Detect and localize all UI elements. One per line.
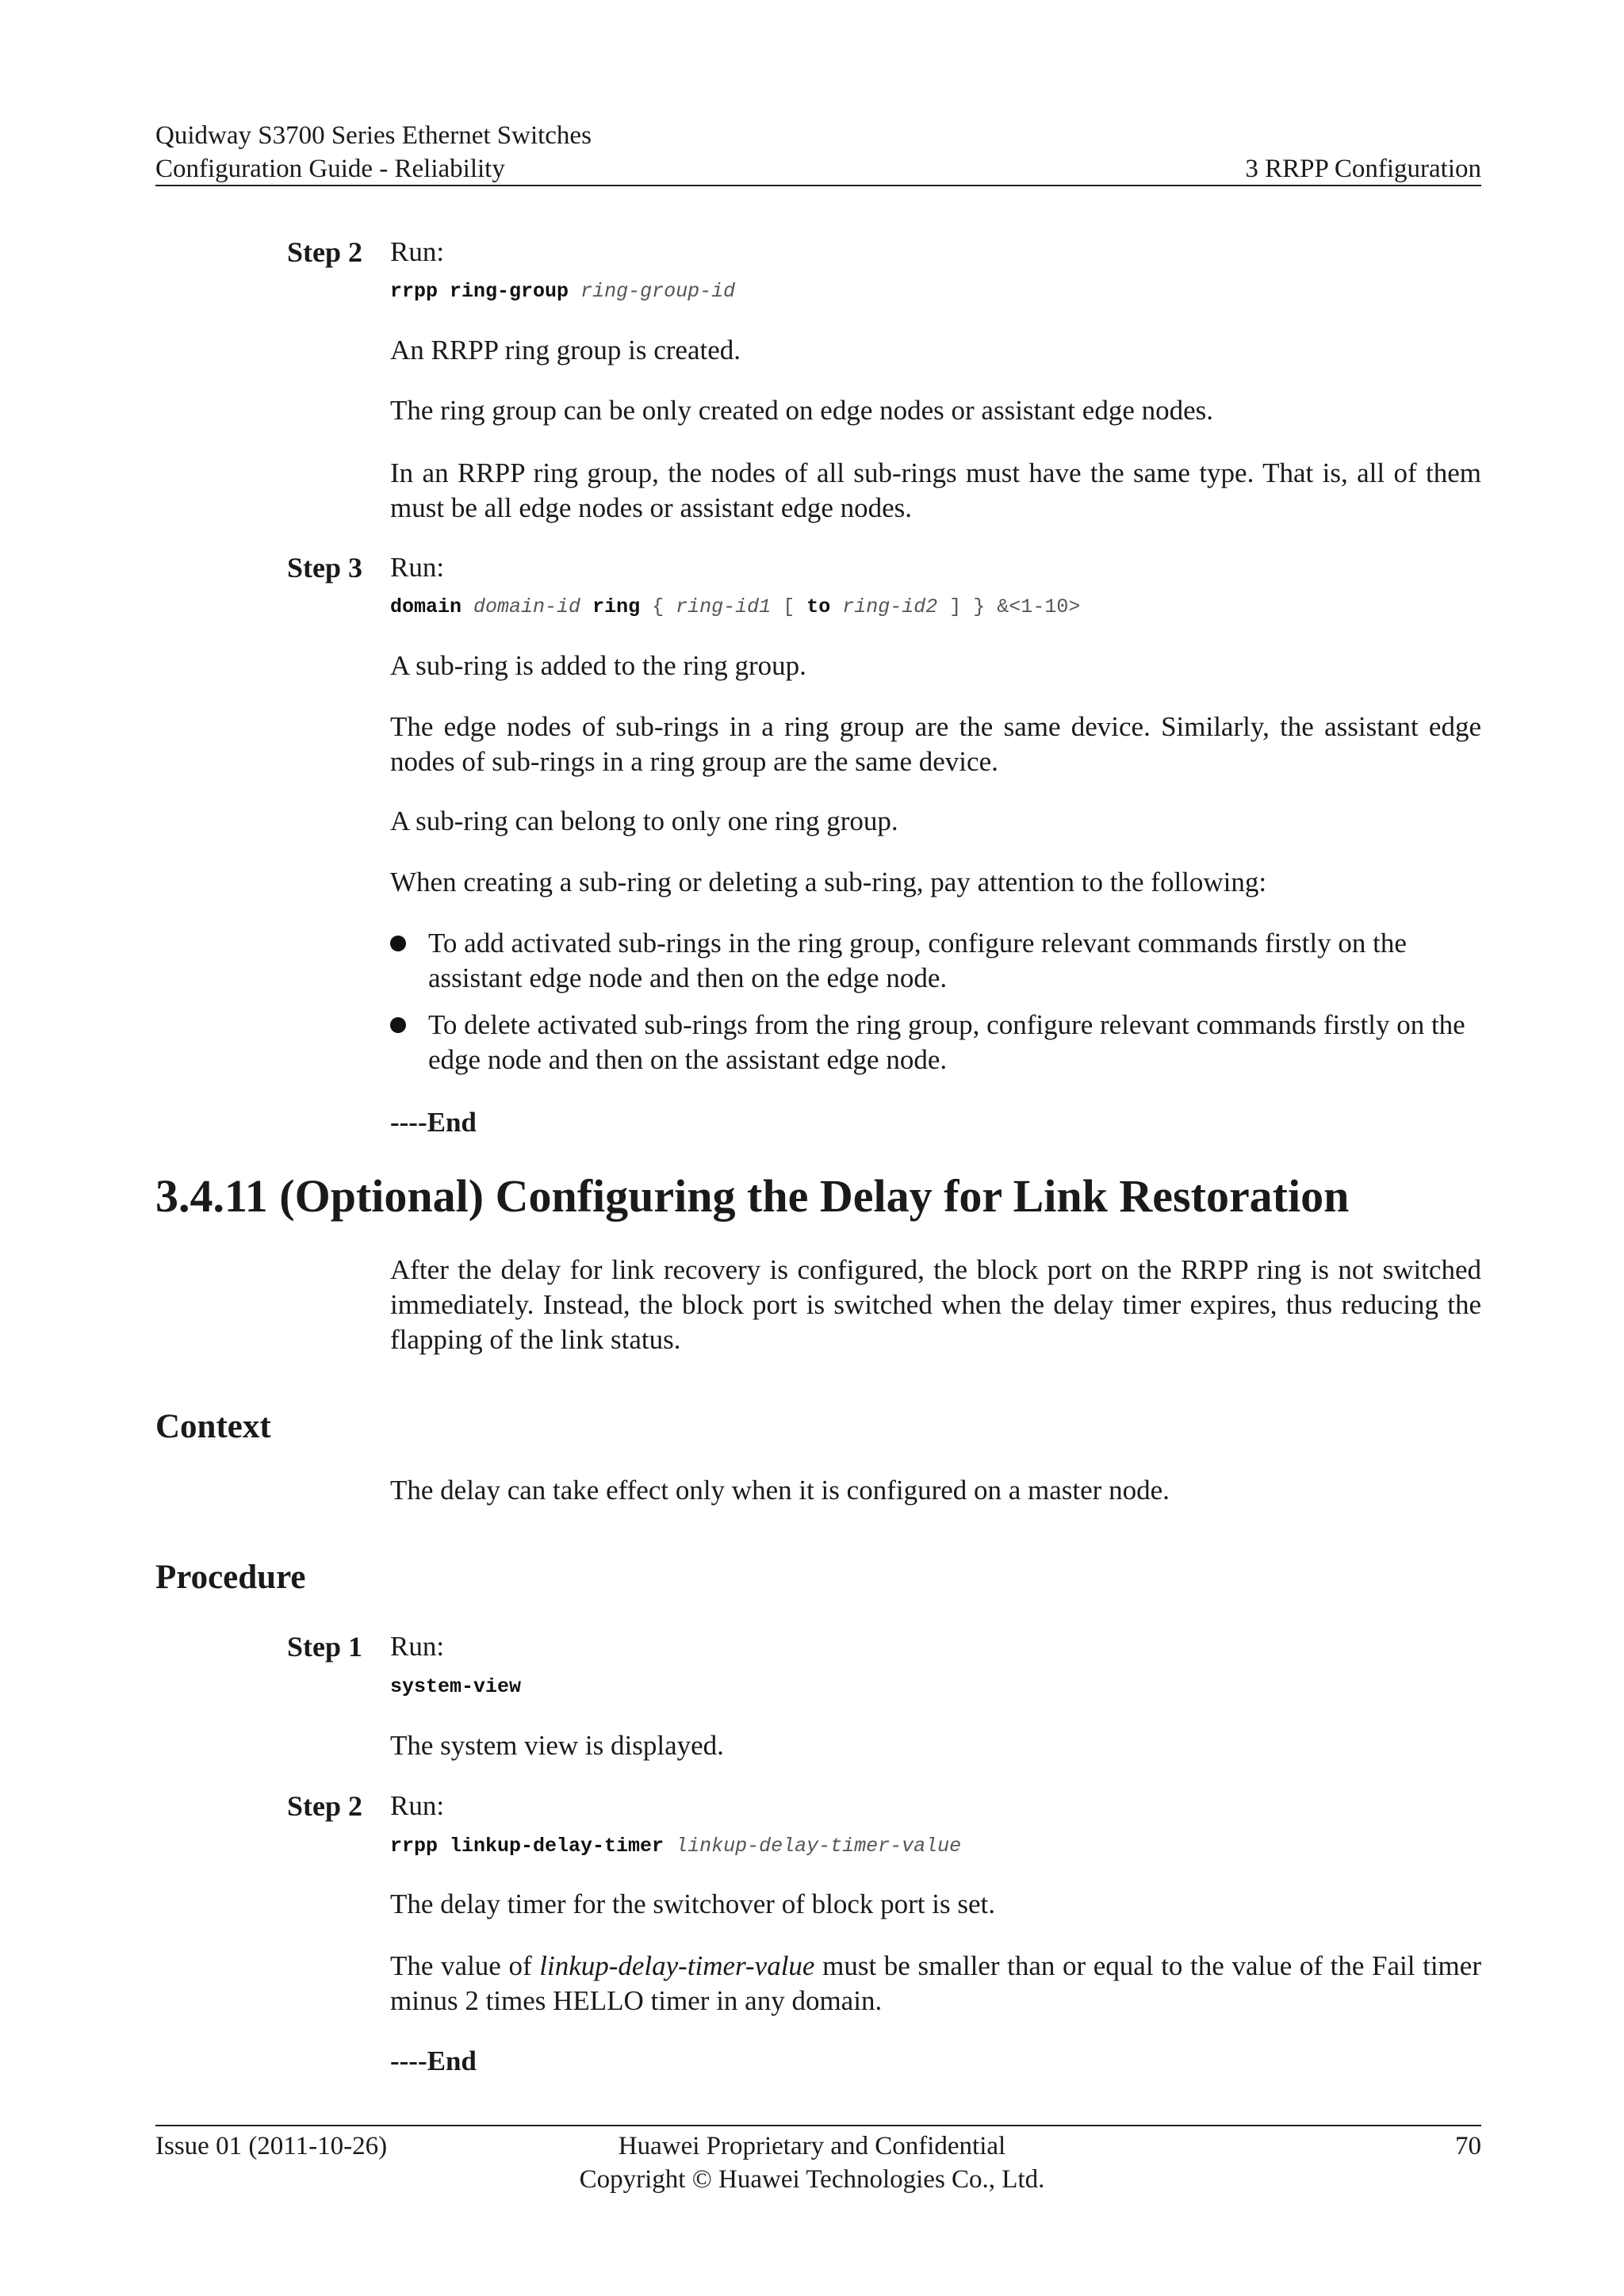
command-rrpp-linkup-delay-timer	[390, 1834, 961, 1859]
run-text: Run:	[390, 236, 445, 267]
step-label: Step 2	[287, 1790, 363, 1822]
context-heading: Context	[155, 1408, 271, 1445]
parameter-name: linkup-delay-timer-value	[539, 1950, 815, 1981]
paragraph: An RRPP ring group is created.	[390, 335, 741, 365]
run-text: Run:	[390, 1631, 445, 1662]
command-keyword: rrpp ring-group	[390, 280, 569, 303]
paragraph: A sub-ring is added to the ring group.	[390, 650, 806, 681]
run-text: Run:	[390, 1790, 445, 1821]
paragraph: In an RRPP ring group, the nodes of all sub-rings must have the same type. That is, all of them must be all edge nodes or assistant edge nodes.	[390, 457, 1481, 523]
footer-proprietary: Huawei Proprietary and Confidential	[618, 2132, 1006, 2160]
step-label: Step 3	[287, 552, 363, 584]
text-run: must be smaller than or equal to the value of the Fail timer minus 2 times HELLO timer in any domain.	[390, 1950, 1481, 2016]
step-label: Step 1	[287, 1631, 363, 1663]
end-marker: ----End	[390, 1107, 477, 1138]
command-keyword: domain	[390, 595, 462, 618]
paragraph: The system view is displayed.	[390, 1730, 724, 1761]
header-rule	[155, 185, 1481, 186]
paragraph: The edge nodes of sub-rings in a ring group are the same device. Similarly, the assistant edge nodes of sub-rings in a ring group are the same device.	[390, 711, 1481, 777]
footer-issue: Issue 01 (2011-10-26)	[155, 2132, 388, 2160]
run-text: Run:	[390, 552, 445, 583]
command-symbol: {	[652, 595, 665, 618]
step-label: Step 2	[287, 236, 363, 268]
command-argument: ring-id2	[842, 595, 938, 618]
header-product: Quidway S3700 Series Ethernet Switches	[155, 121, 592, 150]
command-argument: ring-group-id	[580, 280, 736, 303]
header-chapter: 3 RRPP Configuration	[1245, 155, 1481, 183]
paragraph: The ring group can be only created on edge nodes or assistant edge nodes.	[390, 395, 1214, 426]
procedure-heading: Procedure	[155, 1559, 306, 1596]
paragraph: The delay timer for the switchover of block port is set.	[390, 1888, 995, 1919]
command-rrpp-ring-group	[390, 279, 735, 304]
footer-rule	[155, 2125, 1481, 2126]
context-text: The delay can take effect only when it is configured on a master node.	[390, 1475, 1170, 1506]
paragraph: A sub-ring can belong to only one ring group.	[390, 806, 898, 836]
command-system-view	[390, 1674, 521, 1700]
command-symbol: ] } &<1-10>	[949, 595, 1081, 618]
section-intro: After the delay for link recovery is configured, the block port on the RRPP ring is not switched immediately. Instead, the block port is switched when the delay timer expires, thus reducing the flapping of the link status.	[390, 1254, 1481, 1355]
command-keyword: rrpp linkup-delay-timer	[390, 1835, 665, 1858]
footer-copyright: Copyright © Huawei Technologies Co., Ltd.	[579, 2165, 1045, 2194]
command-argument: domain-id	[473, 595, 581, 618]
header-guide: Configuration Guide - Reliability	[155, 155, 505, 183]
list-item-text: To add activated sub-rings in the ring group, configure relevant commands firstly on the assistant edge node and then on the edge node.	[428, 928, 1407, 993]
bullet-icon	[390, 936, 406, 951]
command-symbol: [	[783, 595, 795, 618]
paragraph: When creating a sub-ring or deleting a sub-ring, pay attention to the following:	[390, 867, 1267, 897]
page-number: 70	[1455, 2132, 1481, 2160]
text-run: The value of	[390, 1950, 540, 1981]
section-title: 3.4.11 (Optional) Configuring the Delay for Link Restoration	[155, 1170, 1350, 1222]
command-keyword: system-view	[390, 1675, 522, 1698]
command-keyword: to	[806, 595, 831, 618]
command-argument: linkup-delay-timer-value	[676, 1835, 962, 1858]
bullet-icon	[390, 1017, 406, 1033]
list-item-text: To delete activated sub-rings from the ring group, configure relevant commands firstly on the edge node and then on the assistant edge node.	[428, 1009, 1465, 1075]
end-marker: ----End	[390, 2045, 477, 2076]
paragraph	[390, 1949, 1481, 2019]
command-domain-ring	[390, 595, 1080, 620]
command-keyword: ring	[592, 595, 641, 618]
command-argument: ring-id1	[676, 595, 772, 618]
